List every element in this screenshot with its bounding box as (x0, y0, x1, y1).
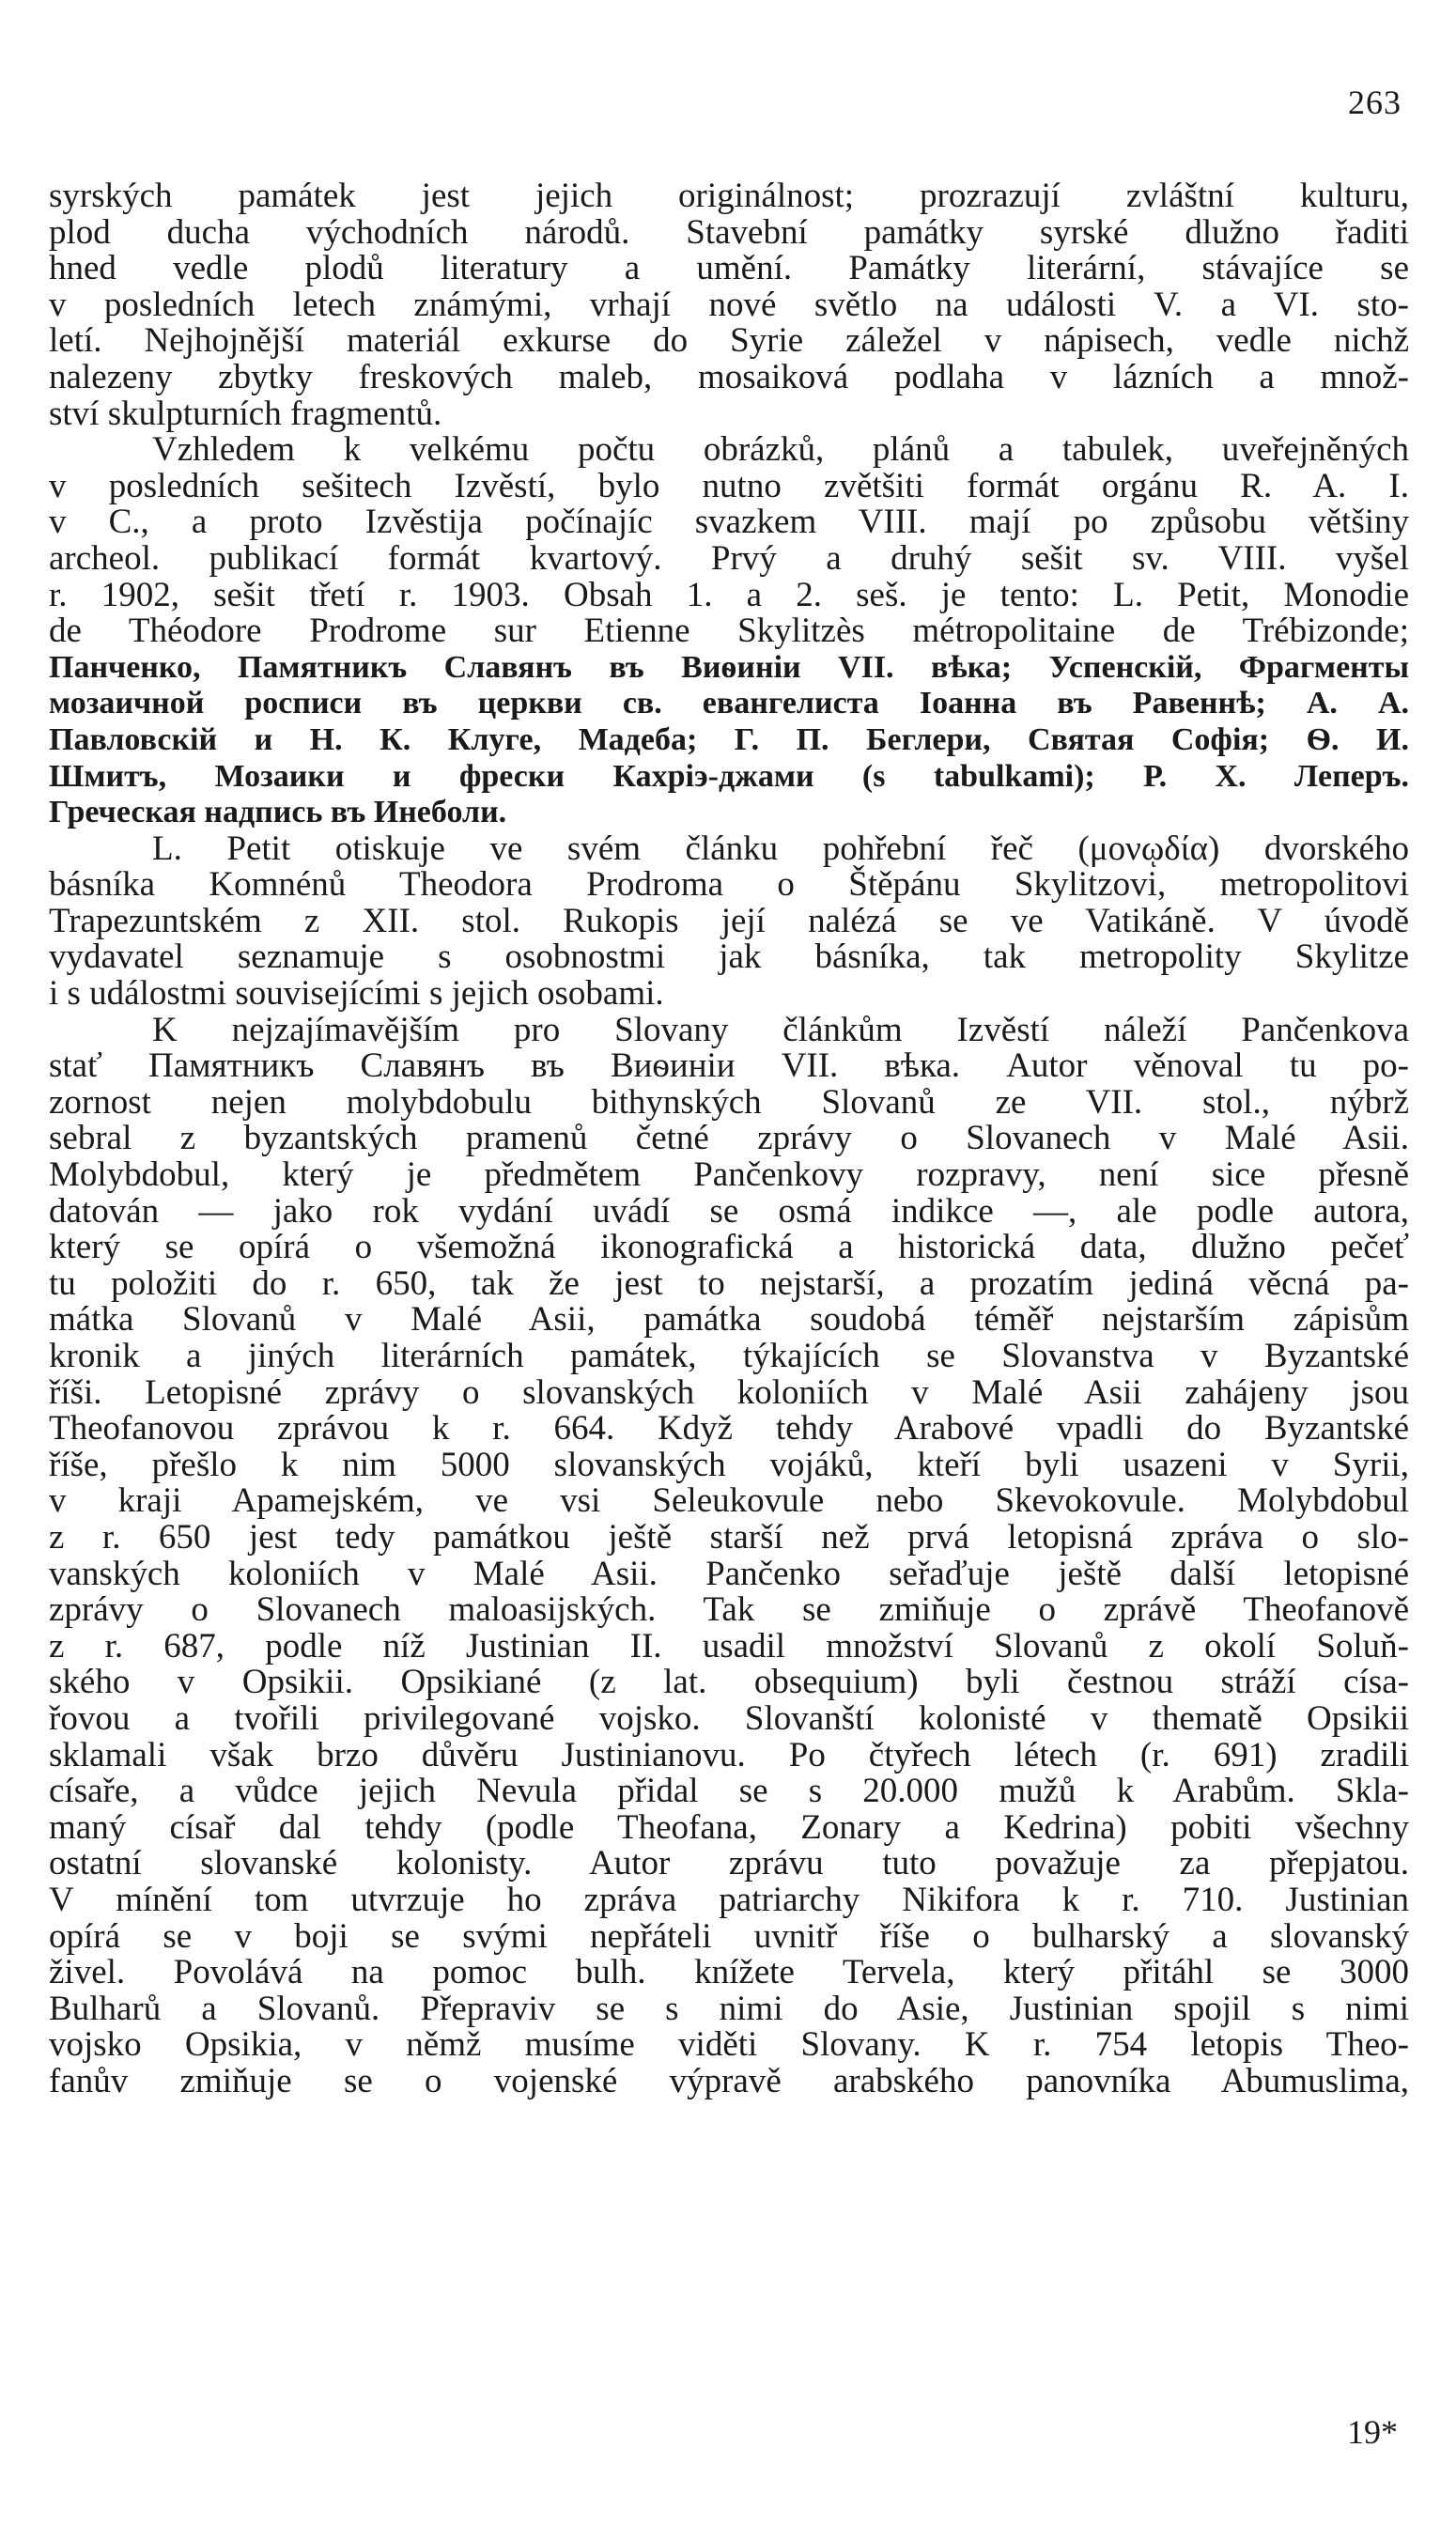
text-line: Theofanovou zprávou k r. 664. Když tehdy Arabové vpadli do Byzantské (49, 1409, 1409, 1449)
text-line: V mínění tom utvrzuje ho zpráva patriarchy Nikifora k r. 710. Justinian (49, 1880, 1409, 1919)
text-line: Панченко, Памятникъ Славянъ въ Виѳиніи VII. вѣка; Успенскій, Фрагменты (49, 649, 1409, 685)
text-line: z r. 650 jest tedy památkou ještě starší než prvá letopisná zpráva o slo- (49, 1517, 1409, 1557)
text-line: Trapezuntském z XII. stol. Rukopis její nalézá se ve Vatikáně. V úvodě (49, 901, 1409, 940)
text-line: vanských koloniích v Malé Asii. Pančenko seřaďuje ještě další letopisné (49, 1554, 1409, 1593)
text-line: de Théodore Prodrome sur Etienne Skylitzès métropolitaine de Trébizonde; (49, 612, 1409, 651)
text-line: kronik a jiných literárních památek, týkajících se Slovanstva v Byzantské (49, 1337, 1409, 1375)
text-line: hned vedle plodů literatury a umění. Památky literární, stávajíce se (49, 249, 1409, 288)
text-line: ství skulpturních fragmentů. (49, 394, 442, 433)
text-line: r. 1902, sešit třetí r. 1903. Obsah 1. a 2. seš. je tento: L. Petit, Monodie (49, 575, 1409, 614)
text-line: opírá se v boji se svými nepřáteli uvnitř říše o bulharský a slovanský (49, 1916, 1409, 1956)
text-line: zornost nejen molybdobulu bithynských Slovanů ze VII. stol., nýbrž (49, 1082, 1409, 1122)
body-text (49, 178, 1409, 2099)
text-line: který se opírá o všemožná ikonografická a historická data, dlužno pečeť (49, 1228, 1409, 1267)
text-line: císaře, a vůdce jejich Nevula přidal se s 20.000 mužů k Arabům. Skla- (49, 1772, 1409, 1811)
text-line: řovou a tvořili privilegované vojsko. Slovanští kolonisté v thematě Opsikii (49, 1698, 1409, 1738)
text-line: říše, přešlo k nim 5000 slovanských vojáků, kteří byli usazeni v Syrii, (49, 1445, 1409, 1484)
text-line: zprávy o Slovanech maloasijských. Tak se zmiňuje o zprávě Theofanově (49, 1590, 1409, 1630)
text-line: živel. Povolává na pomoc bulh. knížete Tervela, který přitáhl se 3000 (49, 1953, 1409, 1992)
text-line: Bulharů a Slovanů. Přepraviv se s nimi do Asie, Justinian spojil s nimi (49, 1989, 1409, 2028)
text-line: říši. Letopisné zprávy o slovanských koloniích v Malé Asii zahájeny jsou (49, 1372, 1409, 1412)
text-line: vydavatel seznamuje s osobnostmi jak básníka, tak metropolity Skylitze (49, 937, 1409, 977)
text-line: K nejzajímavějším pro Slovany článkům Izvěstí náleží Pančenkova (152, 1010, 1409, 1049)
text-line: vojsko Opsikia, v němž musíme viděti Slovany. K r. 754 letopis Theo- (49, 2025, 1409, 2065)
text-line: v kraji Apamejském, ve vsi Seleukovule nebo Skevokovule. Molybdobul (49, 1481, 1409, 1521)
text-line: L. Petit otiskuje ve svém článku pohřební řeč (μονῳδία) dvorského (152, 829, 1409, 868)
text-line: Павловскій и Н. К. Клуге, Мадеба; Г. П. Беглери, Святая Софія; Ѳ. И. (49, 721, 1409, 757)
text-line: sebral z byzantských pramenů četné zprávy o Slovanech v Malé Asii. (49, 1119, 1409, 1158)
printer-signature: 19* (1347, 2413, 1398, 2451)
text-line: мозаичной росписи въ церкви св. евангелиста Іоанна въ Равеннѣ; А. А. (49, 686, 1409, 721)
text-line: archeol. publikací formát kvartový. Prvý a druhý sešit sv. VIII. vyšel (49, 538, 1409, 578)
text-line: v C., a proto Izvěstija počínajíc svazkem VIII. mají po způsobu většiny (49, 503, 1409, 542)
text-line: fanův zmiňuje se o vojenské výpravě arabského panovníka Abumuslima, (49, 2061, 1409, 2100)
text-line: v posledních sešitech Izvěstí, bylo nutno zvětšiti formát orgánu R. A. I. (49, 466, 1409, 505)
text-line: tu položiti do r. 650, tak že jest to nejstarší, a prozatím jediná věcná pa- (49, 1263, 1409, 1303)
text-line: z r. 687, podle níž Justinian II. usadil množství Slovanů z okolí Soluň- (49, 1626, 1409, 1666)
text-line: básníka Komnénů Theodora Prodroma o Štěpánu Skylitzovi, metropolitovi (49, 865, 1409, 905)
text-line: ského v Opsikii. Opsikiané (z lat. obsequium) byli čestnou stráží císa- (49, 1663, 1409, 1702)
text-line: Molybdobul, který je předmětem Pančenkovy rozpravy, není sice přesně (49, 1155, 1409, 1195)
text-line: syrských památek jest jejich originálnost; prozrazují zvláštní kulturu, (49, 177, 1409, 215)
text-line: i s událostmi souvisejícími s jejich osobami. (49, 974, 664, 1014)
text-line: Шмитъ, Мозаики и фрески Кахріэ-джами (s tabulkami); Р. Х. Леперъ. (49, 758, 1409, 794)
text-line: plod ducha východních národů. Stavební památky syrské dlužno řaditi (49, 212, 1409, 252)
text-line: maný císař dal tehdy (podle Theofana, Zonary a Kedrina) pobiti všechny (49, 1807, 1409, 1847)
text-line: mátka Slovanů v Malé Asii, památka soudobá téměř nejstarším zápisům (49, 1300, 1409, 1340)
text-line: stať Памятникъ Славянъ въ Виѳиніи VII. вѣка. Autor věnoval tu po- (49, 1046, 1409, 1086)
text-line: nalezeny zbytky freskových maleb, mosaiková podlaha v lázních a množ- (49, 357, 1409, 396)
text-line: sklamali však brzo důvěru Justinianovu. Po čtyřech létech (r. 691) zradili (49, 1735, 1409, 1774)
text-line: Греческая надпись въ Инеболи. (49, 795, 507, 830)
text-line: Vzhledem k velkému počtu obrázků, plánů a tabulek, uveřejněných (152, 430, 1409, 470)
page-number: 263 (1348, 84, 1402, 121)
text-line: ostatní slovanské kolonisty. Autor zprávu tuto považuje za přepjatou. (49, 1844, 1409, 1883)
text-line: datován — jako rok vydání uvádí se osmá indikce —, ale podle autora, (49, 1191, 1409, 1231)
text-line: letí. Nejhojnější materiál exkurse do Syrie záležel v nápisech, vedle nichž (49, 321, 1409, 361)
text-line: v posledních letech známými, vrhají nové světlo na události V. a VI. sto- (49, 285, 1409, 324)
